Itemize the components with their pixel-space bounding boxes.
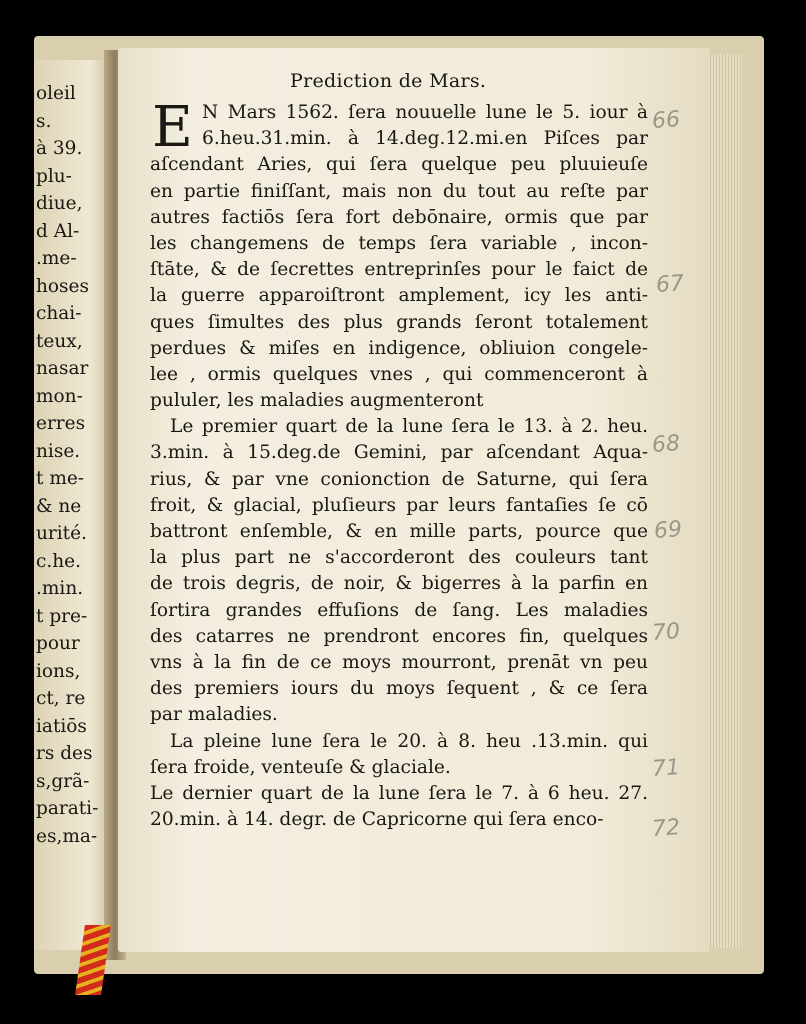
text-line: par maladies. <box>150 704 278 726</box>
left-page-line: hoses <box>36 275 89 297</box>
folio-note: 71 <box>651 755 681 782</box>
text-line: lee , ormis quelques vnes , qui commenceront à <box>150 363 648 385</box>
text-line: La pleine lune ſera le 20. à 8. heu .13.min. qui <box>170 730 648 752</box>
text-line: la guerre apparoiſtront amplement, icy les anti- <box>150 285 648 307</box>
left-page-line: s. <box>36 110 52 132</box>
text-line: froit, & glacial, pluſieurs par leurs fantaſies ſe cō <box>150 494 648 516</box>
text-line: 20.min. à 14. degr. de Capricorne qui ſera enco- <box>150 809 604 831</box>
text-line: en partie finiſſant, mais non du tout au reſte par <box>150 180 648 202</box>
text-line: des premiers iours du moys ſequent , & ce ſera <box>150 678 648 700</box>
folio-note: 66 <box>651 107 681 134</box>
left-page-line: mon- <box>36 385 83 407</box>
paragraph-4 <box>150 781 648 833</box>
text-line: rius, & par vne conionction de Saturne, qui ſera <box>150 468 648 490</box>
page-edges <box>708 54 742 948</box>
paragraph-1 <box>150 95 648 414</box>
left-page-line: es,ma- <box>36 825 98 847</box>
left-page-line: .me- <box>36 248 77 269</box>
text-line: ſortira grandes effuſions de ſang. Les maladies <box>150 599 648 621</box>
left-page-text <box>36 80 116 850</box>
left-page-line: diue, <box>36 193 83 214</box>
text-line: des catarres ne prendront encores fin, quelques <box>150 625 648 647</box>
text-line: pululer, les maladies augmenteront <box>150 390 484 412</box>
text-line: N Mars 1562. ſera nouuelle lune le 5. iour à <box>202 102 648 123</box>
left-page-line: nise. <box>36 440 81 462</box>
left-page-line: chai- <box>36 303 82 324</box>
left-page-line: pour <box>36 633 80 654</box>
left-page-line: plu- <box>36 165 72 187</box>
text-line: Le dernier quart de la lune ſera le 7. à 6 heu. 27. <box>150 782 648 804</box>
drop-cap: E <box>152 95 193 160</box>
left-page-line: c.he. <box>36 550 81 572</box>
text-line: battront enſemble, & en mille parts, pource que <box>150 521 648 542</box>
folio-note: 70 <box>651 619 681 646</box>
left-page-line: urité. <box>36 523 87 544</box>
text-line: la plus part ne s'accorderont des couleurs tant <box>150 547 648 569</box>
text-line: de trois degris, de noir, & bigerres à la parfin en <box>150 573 648 595</box>
paragraph-2 <box>150 414 648 728</box>
text-line: 6.heu.31.min. à 14.deg.12.mi.en Piſces par <box>202 128 648 150</box>
left-page-line: à 39. <box>36 138 83 159</box>
text-line: ques ſimultes des plus grands ſeront totalement <box>150 311 648 333</box>
text-line: les changemens de temps ſera variable , incon- <box>150 232 648 254</box>
left-page-line: & ne <box>36 495 82 517</box>
text-line: Le premier quart de la lune ſera le 13. à 2. heu. <box>170 416 648 438</box>
left-page-line: teux, <box>36 330 83 352</box>
folio-note: 69 <box>653 517 683 544</box>
text-line: ſtāte, & de ſecrettes entreprinſes pour le faict de <box>150 259 648 281</box>
folio-note: 68 <box>651 431 681 458</box>
running-head: Prediction de Mars. <box>290 70 487 92</box>
text-line: aſcendant Aries, qui ſera quelque peu pluuieuſe <box>150 154 648 176</box>
left-page-line: s,grã- <box>36 770 90 792</box>
left-page-line: d Al- <box>36 220 80 242</box>
left-page-line: iatiōs <box>36 715 87 737</box>
left-page-line: .min. <box>36 578 84 599</box>
left-page-line: erres <box>36 413 86 434</box>
left-page-line: ct, re <box>36 688 86 709</box>
folio-note: 67 <box>655 271 685 298</box>
left-page-line: parati- <box>36 798 99 819</box>
text-line: 3.min. à 15.deg.de Gemini, par aſcendant Aqua- <box>150 442 648 464</box>
folio-note: 72 <box>651 815 681 842</box>
text-line: vns à la fin de ce moys mourront, prenāt vn peu <box>150 651 648 673</box>
text-line: ſera froide, venteuſe & glaciale. <box>150 756 451 778</box>
paragraph-3 <box>150 729 648 781</box>
left-page-line: rs des <box>36 743 93 764</box>
left-page-line: oleil <box>36 83 76 104</box>
left-page-line: t pre- <box>36 605 88 627</box>
left-page-line: ions, <box>36 660 81 682</box>
left-page-line: nasar <box>36 358 89 379</box>
body-text <box>150 95 648 833</box>
text-line: autres factiōs ſera fort debōnaire, ormis que par <box>150 206 648 228</box>
text-line: perdues & miſes en indigence, obliuion congele- <box>150 337 648 359</box>
left-page-line: t me- <box>36 468 85 489</box>
